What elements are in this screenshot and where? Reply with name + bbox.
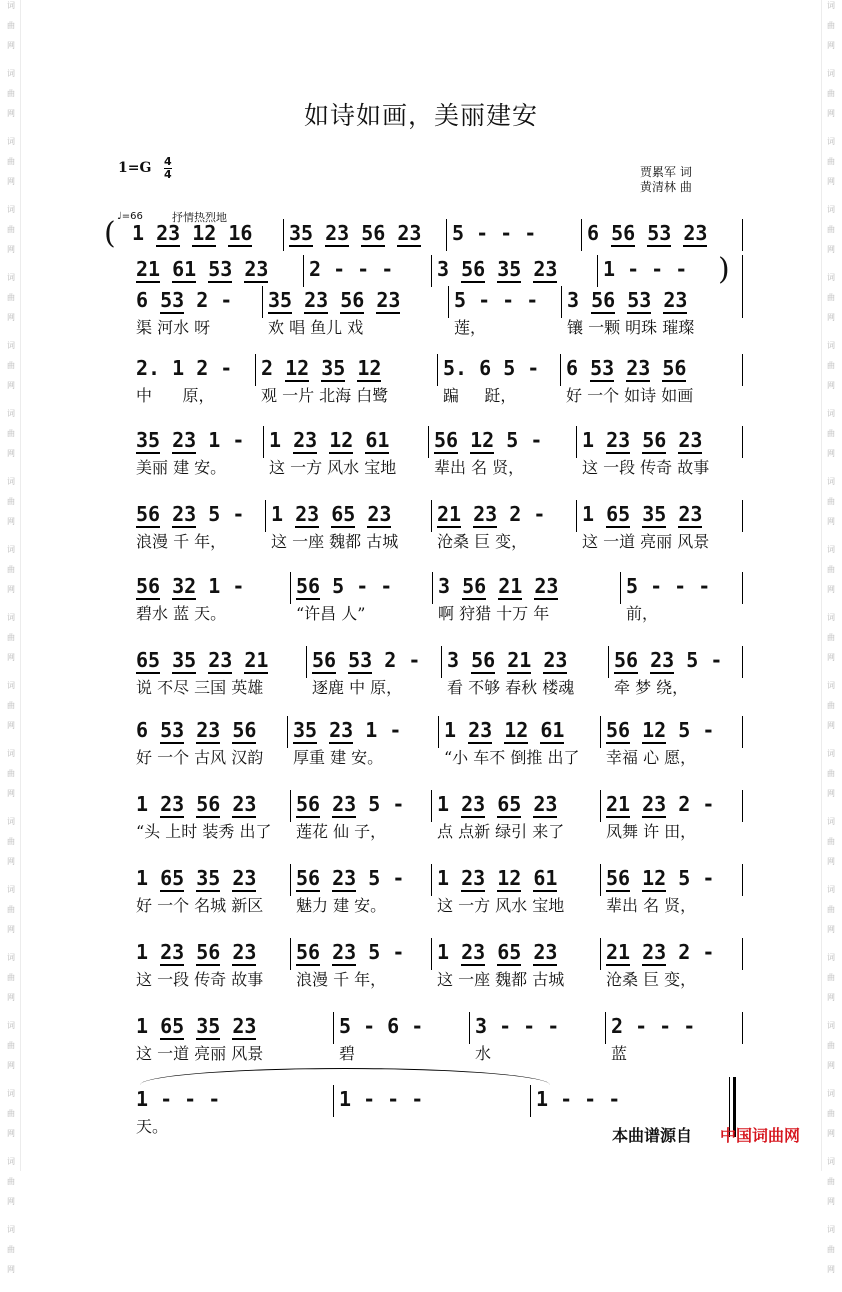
lyric-segment: 这 一座 魏都 古城 <box>437 970 565 989</box>
lyric-segment: 魅力 建 安。 <box>296 896 387 915</box>
watermark-char: 曲 <box>7 905 15 914</box>
watermark-char: 网 <box>7 1129 15 1138</box>
watermark-char: 词 <box>7 613 15 622</box>
measure: 56 23 5 - <box>614 648 723 672</box>
watermark-char: 词 <box>827 69 835 78</box>
measure: 5 - - - <box>454 288 539 312</box>
lyric-segment: 好 一个 古风 汉韵 <box>136 748 264 767</box>
watermark-char: 曲 <box>7 1041 15 1050</box>
watermark-char: 词 <box>7 205 15 214</box>
measure: 1 - - - <box>603 257 688 281</box>
measure: 35 23 1 - <box>293 718 402 742</box>
measure: 6 53 23 56 <box>566 356 687 380</box>
lyric-segment: 蓝 <box>611 1044 628 1063</box>
measure: 6 53 2 - <box>136 288 233 312</box>
watermark-char: 词 <box>827 1157 835 1166</box>
watermark-char: 曲 <box>827 157 835 166</box>
lyric-segment: 天。 <box>136 1117 169 1136</box>
notes-row <box>0 646 842 674</box>
watermark-char: 词 <box>827 681 835 690</box>
notes-row <box>0 1012 842 1040</box>
watermark-char: 网 <box>827 449 835 458</box>
lyric-segment: 辈出 名 贤， <box>434 458 525 477</box>
lyric-segment: 幸福 心 愿， <box>606 748 697 767</box>
watermark-char: 网 <box>827 993 835 1002</box>
measure: 21 23 2 - <box>606 940 715 964</box>
watermark-char: 网 <box>827 381 835 390</box>
lyrics-row <box>0 892 842 920</box>
notes-row <box>0 790 842 818</box>
lyric-segment: 凤舞 许 田， <box>606 822 697 841</box>
watermark-char: 曲 <box>7 1109 15 1118</box>
lyric-segment: 这 一道 亮丽 风景 <box>136 1044 264 1063</box>
lyric-segment: 浪漫 千 年， <box>136 532 227 551</box>
watermark-char: 网 <box>827 653 835 662</box>
measure: 56 23 5 - <box>296 866 405 890</box>
measure: 56 23 5 - <box>136 502 245 526</box>
watermark-char: 曲 <box>827 973 835 982</box>
close-paren: ) <box>718 252 730 287</box>
watermark-char: 曲 <box>7 89 15 98</box>
measure: 56 5 - - <box>296 574 393 598</box>
measure: 1 23 12 61 <box>269 428 390 452</box>
lyric-segment: 厚重 建 安。 <box>293 748 384 767</box>
measure: 3 56 21 23 <box>447 648 568 672</box>
watermark-char: 网 <box>827 857 835 866</box>
lyric-segment: 沧桑 巨 变， <box>606 970 697 989</box>
measure: 1 23 65 23 <box>437 792 558 816</box>
watermark-char: 网 <box>827 245 835 254</box>
measure: 1 23 56 23 <box>136 792 257 816</box>
measure: 3 - - - <box>475 1014 560 1038</box>
lyric-segment: 欢 唱 鱼儿 戏 <box>268 318 364 337</box>
measure: 6 53 23 56 <box>136 718 257 742</box>
watermark-char: 网 <box>827 1129 835 1138</box>
measure: 1 - - - <box>136 1087 221 1111</box>
notes-row <box>0 572 842 600</box>
source-site-link[interactable]: 中国词曲网 <box>720 1126 801 1145</box>
watermark-char: 网 <box>7 857 15 866</box>
notes-row <box>0 252 842 287</box>
measure: 1 23 56 23 <box>136 940 257 964</box>
watermark-char: 曲 <box>7 1245 15 1254</box>
key-signature: 1=G <box>118 160 152 176</box>
watermark-char: 词 <box>7 681 15 690</box>
watermark-char: 词 <box>7 1 15 10</box>
watermark-char: 词 <box>827 749 835 758</box>
watermark-char: 网 <box>7 41 15 50</box>
watermark-char: 词 <box>7 1225 15 1234</box>
lyric-segment: 浪漫 千 年， <box>296 970 387 989</box>
measure: 3 56 35 23 <box>437 257 558 281</box>
watermark-char: 曲 <box>827 1109 835 1118</box>
watermark-char: 词 <box>7 409 15 418</box>
watermark-char: 网 <box>827 41 835 50</box>
measure: 1 65 35 23 <box>136 866 257 890</box>
watermark-char: 曲 <box>7 429 15 438</box>
notes-row <box>0 286 842 314</box>
watermark-char: 网 <box>827 1197 835 1206</box>
meter-bottom: 4 <box>164 168 172 181</box>
watermark-char: 曲 <box>7 769 15 778</box>
watermark-char: 网 <box>827 925 835 934</box>
watermark-char: 网 <box>827 789 835 798</box>
measure: 56 53 2 - <box>312 648 421 672</box>
watermark-char: 词 <box>827 477 835 486</box>
lyric-segment: 前， <box>626 604 659 623</box>
watermark-char: 曲 <box>827 89 835 98</box>
watermark-char: 网 <box>7 1061 15 1070</box>
watermark-char: 词 <box>827 273 835 282</box>
watermark-char: 网 <box>827 721 835 730</box>
lyric-segment: 蹁 跹， <box>443 386 517 405</box>
watermark-char: 词 <box>827 1089 835 1098</box>
measure: 2 12 35 12 <box>261 356 382 380</box>
measure: 3 56 53 23 <box>567 288 688 312</box>
watermark-char: 网 <box>7 993 15 1002</box>
measure: 5 - - - <box>452 221 537 245</box>
expression-mark: 抒情热烈地 <box>172 211 227 224</box>
watermark-char: 曲 <box>827 837 835 846</box>
lyric-segment: 这 一道 亮丽 风景 <box>582 532 710 551</box>
measure: 56 12 5 - <box>606 718 715 742</box>
watermark-char: 网 <box>7 109 15 118</box>
watermark-char: 词 <box>827 205 835 214</box>
lyric-segment: “许昌 人” <box>296 604 366 623</box>
watermark-char: 曲 <box>7 361 15 370</box>
lyric-segment: 辈出 名 贤， <box>606 896 697 915</box>
watermark-char: 词 <box>7 953 15 962</box>
watermark-char: 曲 <box>827 905 835 914</box>
measure: 21 23 2 - <box>606 792 715 816</box>
lyric-segment: 这 一方 风水 宝地 <box>269 458 397 477</box>
measure: 1 65 35 23 <box>582 502 703 526</box>
watermark-char: 网 <box>7 925 15 934</box>
watermark-char: 词 <box>7 749 15 758</box>
watermark-char: 词 <box>7 1089 15 1098</box>
tempo-mark: ♩=66 <box>117 211 143 222</box>
watermark-char: 曲 <box>7 973 15 982</box>
watermark-char: 网 <box>7 585 15 594</box>
notes-row <box>0 938 842 966</box>
lyric-segment: 莲花 仙 子， <box>296 822 387 841</box>
watermark-char: 词 <box>7 137 15 146</box>
watermark-char: 曲 <box>7 293 15 302</box>
watermark-char: 词 <box>7 885 15 894</box>
measure: 56 32 1 - <box>136 574 245 598</box>
watermark-char: 网 <box>827 313 835 322</box>
watermark-char: 曲 <box>7 497 15 506</box>
watermark-char: 曲 <box>827 497 835 506</box>
watermark-char: 词 <box>827 341 835 350</box>
watermark-char: 词 <box>7 273 15 282</box>
watermark-char: 曲 <box>7 701 15 710</box>
lyrics-row <box>0 600 842 628</box>
lyric-segment: 观 一片 北海 白鹭 <box>261 386 389 405</box>
lyric-segment: 中 原， <box>136 386 215 405</box>
lyric-segment: 点 点新 绿引 来了 <box>437 822 565 841</box>
watermark-char: 曲 <box>827 633 835 642</box>
watermark-char: 网 <box>827 109 835 118</box>
lyric-segment: 水 <box>475 1044 492 1063</box>
lyric-segment: 好 一个 如诗 如画 <box>566 386 694 405</box>
lyric-segment: 渠 河水 呀 <box>136 318 211 337</box>
slur <box>140 1068 550 1085</box>
lyric-segment: 这 一座 魏都 古城 <box>271 532 399 551</box>
watermark-char: 网 <box>7 1265 15 1274</box>
watermark-char: 词 <box>7 69 15 78</box>
meter-top: 4 <box>164 155 172 168</box>
measure: 56 12 5 - <box>434 428 543 452</box>
measure: 35 23 56 23 <box>289 221 422 245</box>
lyric-segment: 啊 狩猎 十万 年 <box>438 604 550 623</box>
song-title: 如诗如画，美丽建安 <box>303 101 538 130</box>
watermark-char: 网 <box>7 313 15 322</box>
measure: 2. 1 2 - <box>136 356 233 380</box>
watermark-char: 曲 <box>827 701 835 710</box>
watermark-char: 词 <box>827 817 835 826</box>
lyric-segment: 好 一个 名城 新区 <box>136 896 264 915</box>
lyrics-row <box>0 314 842 342</box>
open-paren: ( <box>104 216 116 251</box>
lyric-segment: 沧桑 巨 变， <box>437 532 528 551</box>
measure: 1 23 56 23 <box>582 428 703 452</box>
measure: 56 23 5 - <box>296 940 405 964</box>
watermark-char: 曲 <box>7 225 15 234</box>
measure: 35 23 1 - <box>136 428 245 452</box>
watermark-char: 词 <box>827 1225 835 1234</box>
watermark-char: 网 <box>7 449 15 458</box>
watermark-char: 网 <box>7 1197 15 1206</box>
watermark-char: 网 <box>7 381 15 390</box>
lyric-segment: “小 车不 倒推 出了 <box>444 748 580 767</box>
measure: 35 23 56 23 <box>268 288 401 312</box>
watermark-char: 曲 <box>827 225 835 234</box>
lyric-segment: 牵 梦 绕， <box>614 678 689 697</box>
watermark-char: 网 <box>7 245 15 254</box>
lyrics-row <box>0 1113 842 1141</box>
watermark-char: 曲 <box>7 21 15 30</box>
watermark-char: 词 <box>7 817 15 826</box>
watermark-char: 网 <box>7 789 15 798</box>
watermark-char: 曲 <box>827 361 835 370</box>
lyric-segment: 逐鹿 中 原， <box>312 678 403 697</box>
measure: 1 23 65 23 <box>271 502 392 526</box>
notes-row <box>0 354 842 382</box>
watermark-char: 网 <box>7 653 15 662</box>
notes-row <box>0 426 842 454</box>
watermark-char: 词 <box>827 545 835 554</box>
watermark-char: 曲 <box>827 565 835 574</box>
lyric-segment: 碧 <box>339 1044 356 1063</box>
watermark-char: 曲 <box>827 769 835 778</box>
watermark-char: 网 <box>827 1061 835 1070</box>
watermark-char: 网 <box>827 585 835 594</box>
time-signature <box>164 156 172 181</box>
watermark-char: 词 <box>7 1021 15 1030</box>
watermark-char: 曲 <box>827 1177 835 1186</box>
notes-row <box>0 864 842 892</box>
watermark-char: 曲 <box>7 1177 15 1186</box>
measure: 1 - - - <box>536 1087 621 1111</box>
watermark-char: 网 <box>827 177 835 186</box>
watermark-char: 曲 <box>827 1245 835 1254</box>
lyrics-row <box>0 674 842 702</box>
lyric-segment: 说 不尽 三国 英雄 <box>136 678 264 697</box>
measure: 1 23 12 61 <box>437 866 558 890</box>
measure: 1 23 12 61 <box>444 718 565 742</box>
watermark-char: 词 <box>827 885 835 894</box>
notes-row <box>0 500 842 528</box>
lyric-segment: “头 上时 装秀 出了 <box>136 822 272 841</box>
measure: 5 - 6 - <box>339 1014 424 1038</box>
watermark-char: 曲 <box>7 633 15 642</box>
measure: 1 23 65 23 <box>437 940 558 964</box>
lyric-segment: 镶 一颗 明珠 璀璨 <box>567 318 695 337</box>
measure: 5. 6 5 - <box>443 356 540 380</box>
watermark-char: 网 <box>827 517 835 526</box>
watermark-char: 曲 <box>827 1041 835 1050</box>
measure: 1 65 35 23 <box>136 1014 257 1038</box>
measure: 1 23 12 16 <box>132 221 253 245</box>
measure: 3 56 21 23 <box>438 574 559 598</box>
watermark-char: 曲 <box>827 293 835 302</box>
watermark-char: 词 <box>827 409 835 418</box>
watermark-char: 词 <box>827 953 835 962</box>
source-label: 本曲谱源自 <box>612 1126 693 1145</box>
watermark-char: 网 <box>7 517 15 526</box>
watermark-char: 词 <box>7 477 15 486</box>
measure: 65 35 23 21 <box>136 648 269 672</box>
lyricist-credit: 贾累军 词 <box>640 165 692 179</box>
lyrics-row <box>0 382 842 410</box>
watermark-char: 词 <box>7 545 15 554</box>
watermark-char: 曲 <box>827 429 835 438</box>
measure: 2 - - - <box>611 1014 696 1038</box>
watermark-char: 曲 <box>7 157 15 166</box>
measure: 21 23 2 - <box>437 502 546 526</box>
watermark-char: 词 <box>7 1157 15 1166</box>
lyric-segment: 看 不够 春秋 楼魂 <box>447 678 575 697</box>
watermark-char: 词 <box>827 1 835 10</box>
measure: 56 12 5 - <box>606 866 715 890</box>
lyric-segment: 莲， <box>454 318 487 337</box>
watermark-char: 网 <box>7 177 15 186</box>
watermark-char: 网 <box>827 1265 835 1274</box>
lyrics-row <box>0 454 842 482</box>
lyrics-row <box>0 744 842 772</box>
measure: 2 - - - <box>309 257 394 281</box>
watermark-char: 曲 <box>7 565 15 574</box>
watermark-char: 曲 <box>7 837 15 846</box>
lyrics-row <box>0 818 842 846</box>
measure: 6 56 53 23 <box>587 221 708 245</box>
lyric-segment: 这 一方 风水 宝地 <box>437 896 565 915</box>
watermark-char: 网 <box>7 721 15 730</box>
composer-credit: 黄清林 曲 <box>640 180 692 194</box>
lyrics-row <box>0 1040 842 1068</box>
measure: 1 - - - <box>339 1087 424 1111</box>
lyric-segment: 这 一段 传奇 故事 <box>136 970 264 989</box>
measure: 21 61 53 23 <box>136 257 269 281</box>
watermark-char: 词 <box>827 613 835 622</box>
lyric-segment: 这 一段 传奇 故事 <box>582 458 710 477</box>
measure: 56 23 5 - <box>296 792 405 816</box>
notes-row <box>0 1085 842 1113</box>
lyric-segment: 美丽 建 安。 <box>136 458 227 477</box>
watermark-char: 词 <box>827 1021 835 1030</box>
lyrics-row <box>0 966 842 994</box>
lyric-segment: 碧水 蓝 天。 <box>136 604 227 623</box>
watermark-char: 词 <box>7 341 15 350</box>
watermark-char: 曲 <box>827 21 835 30</box>
watermark-char: 词 <box>827 137 835 146</box>
lyrics-row <box>0 528 842 556</box>
notes-row <box>0 716 842 744</box>
measure: 5 - - - <box>626 574 711 598</box>
